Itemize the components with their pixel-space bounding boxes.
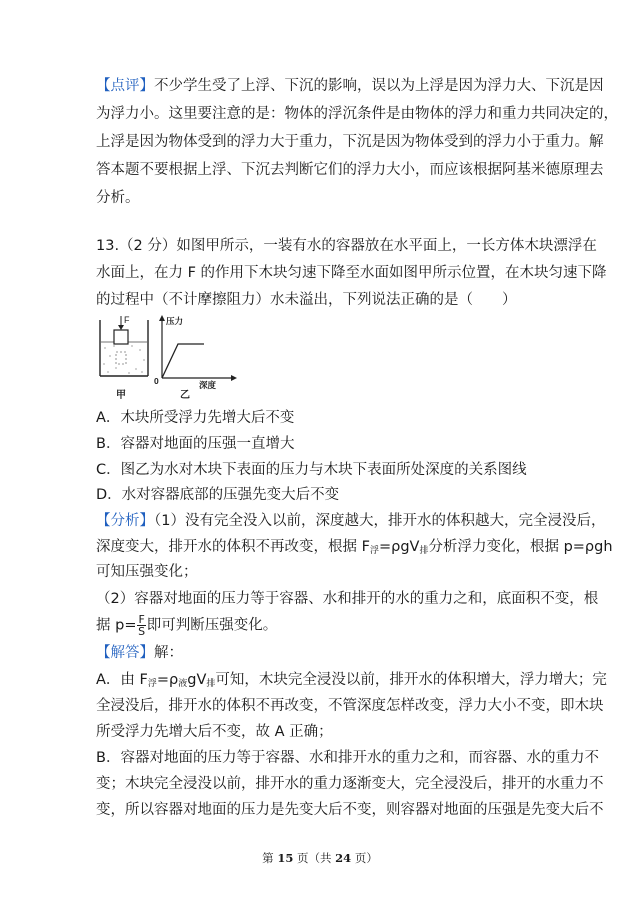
question-line-3: 的过程中（不计摩擦阻力）水未溢出，下列说法正确的是（ ） xyxy=(96,292,517,308)
answer-line-2: 全浸没后，排开水的体积不再改变，不管深度怎样改变，浮力大小不变，即木块 xyxy=(96,698,604,714)
graph-curve xyxy=(162,344,204,378)
wood-block xyxy=(114,330,128,344)
question-line-1: 13.（2 分）如图甲所示，一装有水的容器放在水平面上，一长方体木块漂浮在 xyxy=(96,238,597,254)
answer-line-5: 变；木块完全浸没以前，排开水的重力逐渐变大，完全浸没后，排开的水重力不 xyxy=(96,776,604,792)
review-line-4: 答本题不要根据上浮、下沉去判断它们的浮力大小，而应该根据阿基米德原理去 xyxy=(96,162,604,178)
fraction-numerator: F xyxy=(138,613,145,626)
total-pages: 24 xyxy=(335,851,352,865)
option-a: A．木块所受浮力先增大后不变 xyxy=(96,410,295,426)
caption-yi: 乙 xyxy=(180,390,190,401)
question-figure xyxy=(96,312,256,402)
answer-line-1 xyxy=(96,670,607,694)
question-line-2: 水面上，在力 F 的作用下木块匀速下降至水面如图甲所示位置，在木块匀速下降 xyxy=(96,265,607,281)
subscript-displaced: 排 xyxy=(419,546,429,556)
review-line-2: 为浮力小。这里要注意的是：物体的浮沉条件是由物体的浮力和重力共同决定的， xyxy=(96,106,618,122)
analysis-text-5b: 即可判断压强变化。 xyxy=(146,617,278,634)
origin-label: 0 xyxy=(154,376,159,386)
page-number: 15 xyxy=(277,851,294,865)
x-axis-label: 深度 xyxy=(199,381,217,391)
subscript-liquid: 液 xyxy=(178,679,188,689)
analysis-text-2c: 分析浮力变化，根据 p=ρgh xyxy=(428,539,613,555)
pressure-fraction xyxy=(137,614,145,637)
answer-text-1a: A．由 F xyxy=(96,672,148,688)
answer-line-0 xyxy=(96,643,183,663)
analysis-tag: 【分析】 xyxy=(96,513,154,529)
option-d: D．水对容器底部的压强先变大后不变 xyxy=(96,487,340,503)
analysis-text-2a: 深度变大，排开水的体积不再改变，根据 F xyxy=(96,539,370,555)
block-dashed-position xyxy=(116,352,126,364)
analysis-text-1: （1）没有完全没入以前，深度越大，排开水的体积越大，完全浸没后， xyxy=(154,513,606,529)
answer-tag: 【解答】 xyxy=(96,645,154,661)
subscript-displaced-2: 排 xyxy=(206,679,216,689)
option-b: B．容器对地面的压强一直增大 xyxy=(96,436,295,452)
answer-text-1d: 可知，木块完全浸没以前，排开水的体积增大，浮力增大；完 xyxy=(215,672,607,688)
footer-prefix: 第 xyxy=(262,851,274,865)
force-depth-graph xyxy=(154,315,237,391)
review-text-1: 不少学生受了上浮、下沉的影响，误以为上浮是因为浮力大、下沉是因 xyxy=(154,78,604,94)
analysis-line-4: （2）容器对地面的压力等于容器、水和排开的水的重力之和，底面积不变，根 xyxy=(96,591,599,607)
analysis-text-5a: 据 p= xyxy=(96,617,137,634)
analysis-line-1 xyxy=(96,511,605,531)
fraction-denominator: S xyxy=(138,625,146,638)
answer-tag-after: 解： xyxy=(154,645,183,661)
review-line-1 xyxy=(96,76,604,96)
analysis-line-3: 可知压强变化； xyxy=(96,564,198,580)
review-line-5: 分析。 xyxy=(96,190,140,206)
option-c: C．图乙为水对木块下表面的压力与木块下表面所处深度的关系图线 xyxy=(96,462,527,478)
answer-line-3: 所受浮力先增大后不变，故 A 正确； xyxy=(96,724,333,740)
review-line-3: 上浮是因为物体受到的浮力大于重力，下沉是因为物体受到的浮力小于重力。解 xyxy=(96,134,604,150)
answer-line-6: 变，所以容器对地面的压力是先变大后不变，则容器对地面的压强是先变大后不 xyxy=(96,802,604,818)
caption-jia: 甲 xyxy=(116,390,126,401)
footer-suffix: 页） xyxy=(354,851,378,865)
force-label: F xyxy=(124,315,130,325)
container-diagram xyxy=(100,315,148,376)
y-axis-label: 压力 xyxy=(166,317,184,327)
subscript-buoyancy: 浮 xyxy=(369,546,379,556)
answer-text-1b: =ρ xyxy=(156,672,179,688)
answer-line-4: B．容器对地面的压力等于容器、水和排开水的重力之和，而容器、水的重力不 xyxy=(96,750,599,766)
review-tag: 【点评】 xyxy=(96,78,154,94)
analysis-text-2b: =ρgV xyxy=(378,539,420,555)
analysis-line-2 xyxy=(96,537,613,561)
subscript-buoyancy-2: 浮 xyxy=(147,679,157,689)
page-footer xyxy=(0,850,640,866)
answer-text-1c: gV xyxy=(187,672,207,688)
footer-mid: 页（共 xyxy=(297,851,332,865)
analysis-line-5 xyxy=(96,614,277,637)
